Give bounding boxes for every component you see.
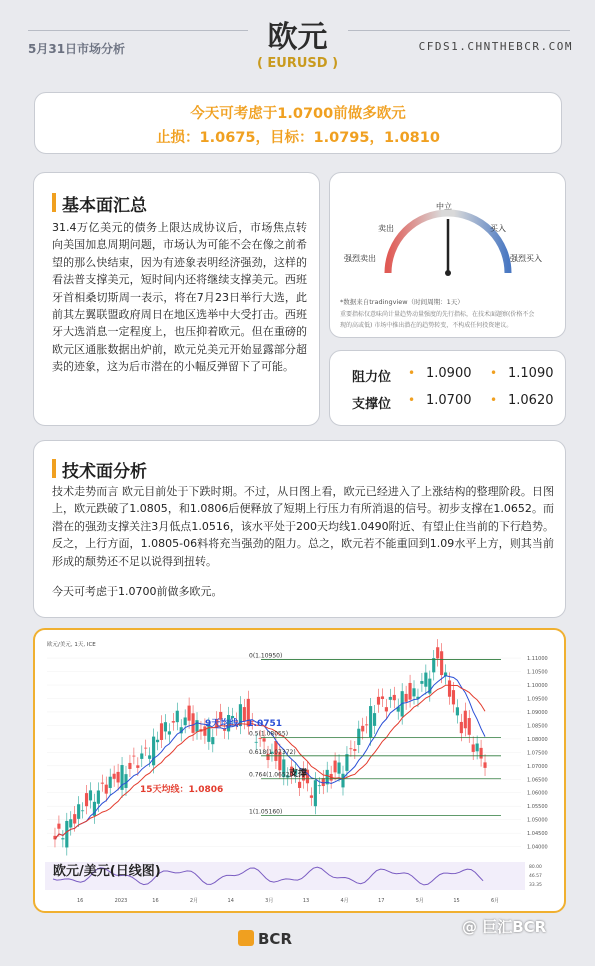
- candle-body: [476, 744, 479, 752]
- price-tick-label: 1.05000: [527, 817, 548, 824]
- candle-body: [345, 754, 348, 771]
- price-tick-label: 1.08000: [527, 736, 548, 743]
- candle-body: [184, 717, 187, 725]
- resistance-2: 1.1090: [508, 366, 554, 381]
- candle-body: [440, 651, 443, 675]
- bullet-icon: •: [408, 393, 416, 407]
- support-annotation: 支撑: [289, 769, 308, 779]
- candle-body: [361, 726, 364, 732]
- price-tick-label: 1.05500: [527, 804, 548, 811]
- candle-body: [172, 721, 175, 722]
- candle-body: [412, 688, 415, 696]
- price-tick-label: 1.07000: [527, 763, 548, 770]
- candle-body: [65, 821, 68, 848]
- time-tick-label: 14: [227, 898, 234, 904]
- time-tick-label: 15: [453, 898, 460, 904]
- price-chart-card: [33, 628, 566, 913]
- candle-body: [81, 810, 84, 811]
- candle-body: [337, 762, 340, 773]
- support-label: 支撑位: [352, 397, 392, 412]
- time-tick-label: 3月: [265, 898, 274, 904]
- candle-body: [318, 785, 321, 786]
- candle-body: [460, 722, 463, 733]
- candle-body: [393, 695, 396, 700]
- candle-body: [97, 791, 100, 804]
- candle-body: [195, 720, 198, 732]
- candle-body: [263, 738, 266, 741]
- candle-body: [61, 838, 64, 839]
- candle-body: [73, 814, 76, 823]
- fundamentals-card: [33, 172, 320, 426]
- time-tick-label: 2023: [114, 898, 128, 904]
- candle-body: [341, 774, 344, 788]
- candle-body: [480, 748, 483, 759]
- candle-body: [109, 777, 112, 788]
- candle-body: [464, 711, 467, 729]
- gauge-hub: [445, 270, 451, 276]
- gauge-label-neutral: 中立: [436, 202, 452, 211]
- price-tick-label: 1.04000: [527, 844, 548, 851]
- site-url: CFDS1.CHNTHEBCR.COM: [418, 40, 573, 53]
- fib-label: 0.764(1.06520): [249, 771, 296, 779]
- osc-tick-label: 33.35: [529, 883, 542, 888]
- candle-body: [424, 673, 427, 687]
- osc-tick-label: 80.00: [529, 865, 542, 870]
- time-tick-label: 16: [77, 898, 84, 904]
- gauge-label-sell: 卖出: [378, 224, 394, 233]
- resistance-row: [330, 366, 565, 390]
- support-2: 1.0620: [508, 393, 554, 408]
- page-title: 欧元: [267, 20, 328, 55]
- candle-body: [432, 658, 435, 672]
- recommendation-line1: 今天可考虑于1.0700前做多欧元: [190, 106, 406, 122]
- technical-conclusion: 今天可考虑于1.0700前做多欧元。: [52, 585, 223, 598]
- gauge-note-2: 重要指标仅意味尚计量趋势动量强度的先行指标，在技术面题察(价格不会: [340, 311, 535, 318]
- candle-body: [377, 697, 380, 705]
- fib-label: 0.618(1.07372): [249, 748, 296, 756]
- time-tick-label: 13: [302, 898, 310, 904]
- page-subtitle: ( EURUSD ): [256, 56, 339, 71]
- candle-body: [124, 774, 127, 788]
- candle-body: [298, 782, 301, 788]
- candle-body: [148, 755, 151, 758]
- candle-body: [152, 737, 155, 766]
- price-tick-label: 1.10500: [527, 669, 548, 676]
- candle-body: [452, 690, 455, 704]
- candle-body: [334, 761, 337, 773]
- candle-body: [132, 756, 135, 757]
- chart-header-text: 欧元/美元, 1天, ICE: [47, 642, 96, 648]
- chart-title: 欧元/美元(日线图): [53, 864, 161, 879]
- candle-body: [156, 740, 159, 742]
- price-tick-label: 1.09500: [527, 696, 548, 703]
- bullet-icon: •: [408, 366, 416, 380]
- candle-body: [448, 680, 451, 696]
- fib-label: 0(1.10950): [249, 652, 283, 660]
- technical-title: 技术面分析: [62, 462, 147, 482]
- candle-body: [456, 707, 459, 715]
- candle-body: [314, 780, 317, 806]
- bullet-icon: •: [490, 366, 498, 380]
- candle-body: [483, 762, 486, 767]
- candle-body: [89, 790, 92, 800]
- gauge-note-3: 现的高或低) 市场中推出潜在的趋势转变，不构成任何投资建议。: [340, 322, 513, 329]
- candle-body: [436, 647, 439, 658]
- ma9-label: 9天均线：1.0751: [205, 719, 282, 729]
- resistance-label: 阻力位: [352, 370, 392, 385]
- candle-body: [191, 713, 194, 733]
- candle-body: [349, 748, 352, 749]
- gauge-label-strong-buy: 强烈买入: [510, 254, 542, 263]
- levels-card: [329, 350, 566, 426]
- gauge-note-1: *数据来自tradingview（时间周期：1天）: [340, 298, 464, 306]
- time-tick-label: 17: [378, 898, 385, 904]
- candle-body: [357, 729, 360, 745]
- candle-body: [77, 804, 80, 819]
- time-tick-label: 6月: [491, 898, 500, 904]
- candle-body: [259, 738, 262, 739]
- recommendation-line2: 止损：1.0675，目标：1.0795，1.0810: [156, 130, 440, 146]
- support-1: 1.0700: [426, 393, 472, 408]
- price-tick-label: 1.11000: [527, 656, 548, 663]
- price-tick-label: 1.10000: [527, 683, 548, 690]
- footer-logo-text: BCR: [258, 930, 292, 948]
- candle-body: [128, 763, 131, 769]
- candle-body: [176, 711, 179, 722]
- candle-body: [140, 753, 143, 758]
- price-tick-label: 1.09000: [527, 709, 548, 716]
- candle-body: [144, 748, 147, 749]
- fib-label: 0.5(1.08055): [249, 730, 289, 738]
- candle-body: [85, 793, 88, 806]
- candle-body: [353, 749, 356, 751]
- price-tick-label: 1.04500: [527, 831, 548, 838]
- footer-watermark: @ 巨汇BCR: [462, 918, 547, 936]
- candle-body: [57, 824, 60, 829]
- candle-body: [168, 731, 171, 734]
- candle-body: [468, 718, 471, 735]
- osc-tick-label: 46.57: [529, 874, 542, 879]
- candle-body: [113, 774, 116, 779]
- gauge-label-buy: 买入: [490, 224, 506, 233]
- time-tick-label: 4月: [340, 898, 349, 904]
- section-bar: [52, 193, 56, 212]
- fundamentals-text: 31.4万亿美元的债务上限达成协议后，市场焦点转向美国加息周期问题，市场认为可能不会在像之前希望的那么快结束，因为有迹象表明经济强劲，这样的看法普支撑美元，短时间内还将继续支撑美元。西班牙首相桑切斯周一表示，将在7月23日举行大选，此前其左翼联盟政府周日在地区选举中大受打击。西班牙大选消息一定程度上，也压抑着欧元。但在重磅的欧元区通胀数据出炉前，欧元兑美元开始显露部分超卖的迹象，这为后市潜在的小幅反弹留下了可能。: [52, 221, 307, 374]
- time-tick-label: 16: [152, 898, 159, 904]
- candle-body: [105, 785, 108, 794]
- date-label: 5月31日市场分析: [28, 42, 126, 56]
- candle-body: [310, 795, 313, 797]
- candle-body: [385, 707, 388, 711]
- support-row: [330, 393, 565, 417]
- price-tick-label: 1.07500: [527, 750, 548, 757]
- candle-body: [188, 706, 191, 721]
- section-bar: [52, 459, 56, 478]
- bcr-logo-icon: [238, 930, 254, 946]
- candle-body: [365, 724, 368, 725]
- candle-body: [69, 819, 72, 827]
- candle-body: [405, 694, 408, 702]
- candle-body: [472, 744, 475, 751]
- candle-body: [101, 783, 104, 784]
- price-tick-label: 1.06000: [527, 790, 548, 797]
- resistance-1: 1.0900: [426, 366, 472, 381]
- sentiment-gauge-card: [329, 172, 566, 338]
- candle-body: [389, 697, 392, 700]
- candle-body: [420, 681, 423, 684]
- candle-body: [408, 683, 411, 700]
- bullet-icon: •: [490, 393, 498, 407]
- candle-body: [255, 742, 258, 743]
- technical-card: [33, 440, 566, 618]
- candle-body: [373, 713, 376, 726]
- candle-body: [381, 696, 384, 699]
- candle-body: [369, 706, 372, 738]
- fib-label: 1(1.05160): [249, 808, 283, 816]
- gauge-svg: [330, 173, 567, 293]
- time-tick-label: 5月: [415, 898, 424, 904]
- recommendation-card: [34, 92, 562, 154]
- price-tick-label: 1.06500: [527, 777, 548, 784]
- candle-body: [322, 778, 325, 786]
- price-tick-label: 1.08500: [527, 723, 548, 730]
- time-tick-label: 2月: [189, 898, 199, 904]
- fundamentals-title: 基本面汇总: [62, 196, 147, 216]
- candle-body: [164, 722, 167, 731]
- technical-text: 技术走势而言 欧元目前处于下跌时期。不过，从日图上看，欧元已经进入了上涨结构的整理阶段。日图上，欧元跌破了1.0805，和1.0806后便释放了短期上行压力有所消退的信号。初步支撑在1.0652。而潜在的强劲支撑关注3月低点1.0516，该水平处于200天均线1.0490附近、有望止住当前的下行趋势。反之，上行方面，1.0805-06料将充当强劲的阻力。总之，欧元若不能重回到1.09水平上方，则其当前形成的颓势还不足以说得到扭转。: [52, 485, 554, 568]
- candle-body: [117, 772, 120, 783]
- gauge-label-strong-sell: 强烈卖出: [344, 254, 376, 263]
- candle-body: [136, 765, 139, 768]
- ma15-label: 15天均线：1.0806: [140, 785, 224, 795]
- candle-body: [211, 737, 214, 744]
- chart-price-axis: [527, 656, 548, 851]
- candle-body: [160, 723, 163, 740]
